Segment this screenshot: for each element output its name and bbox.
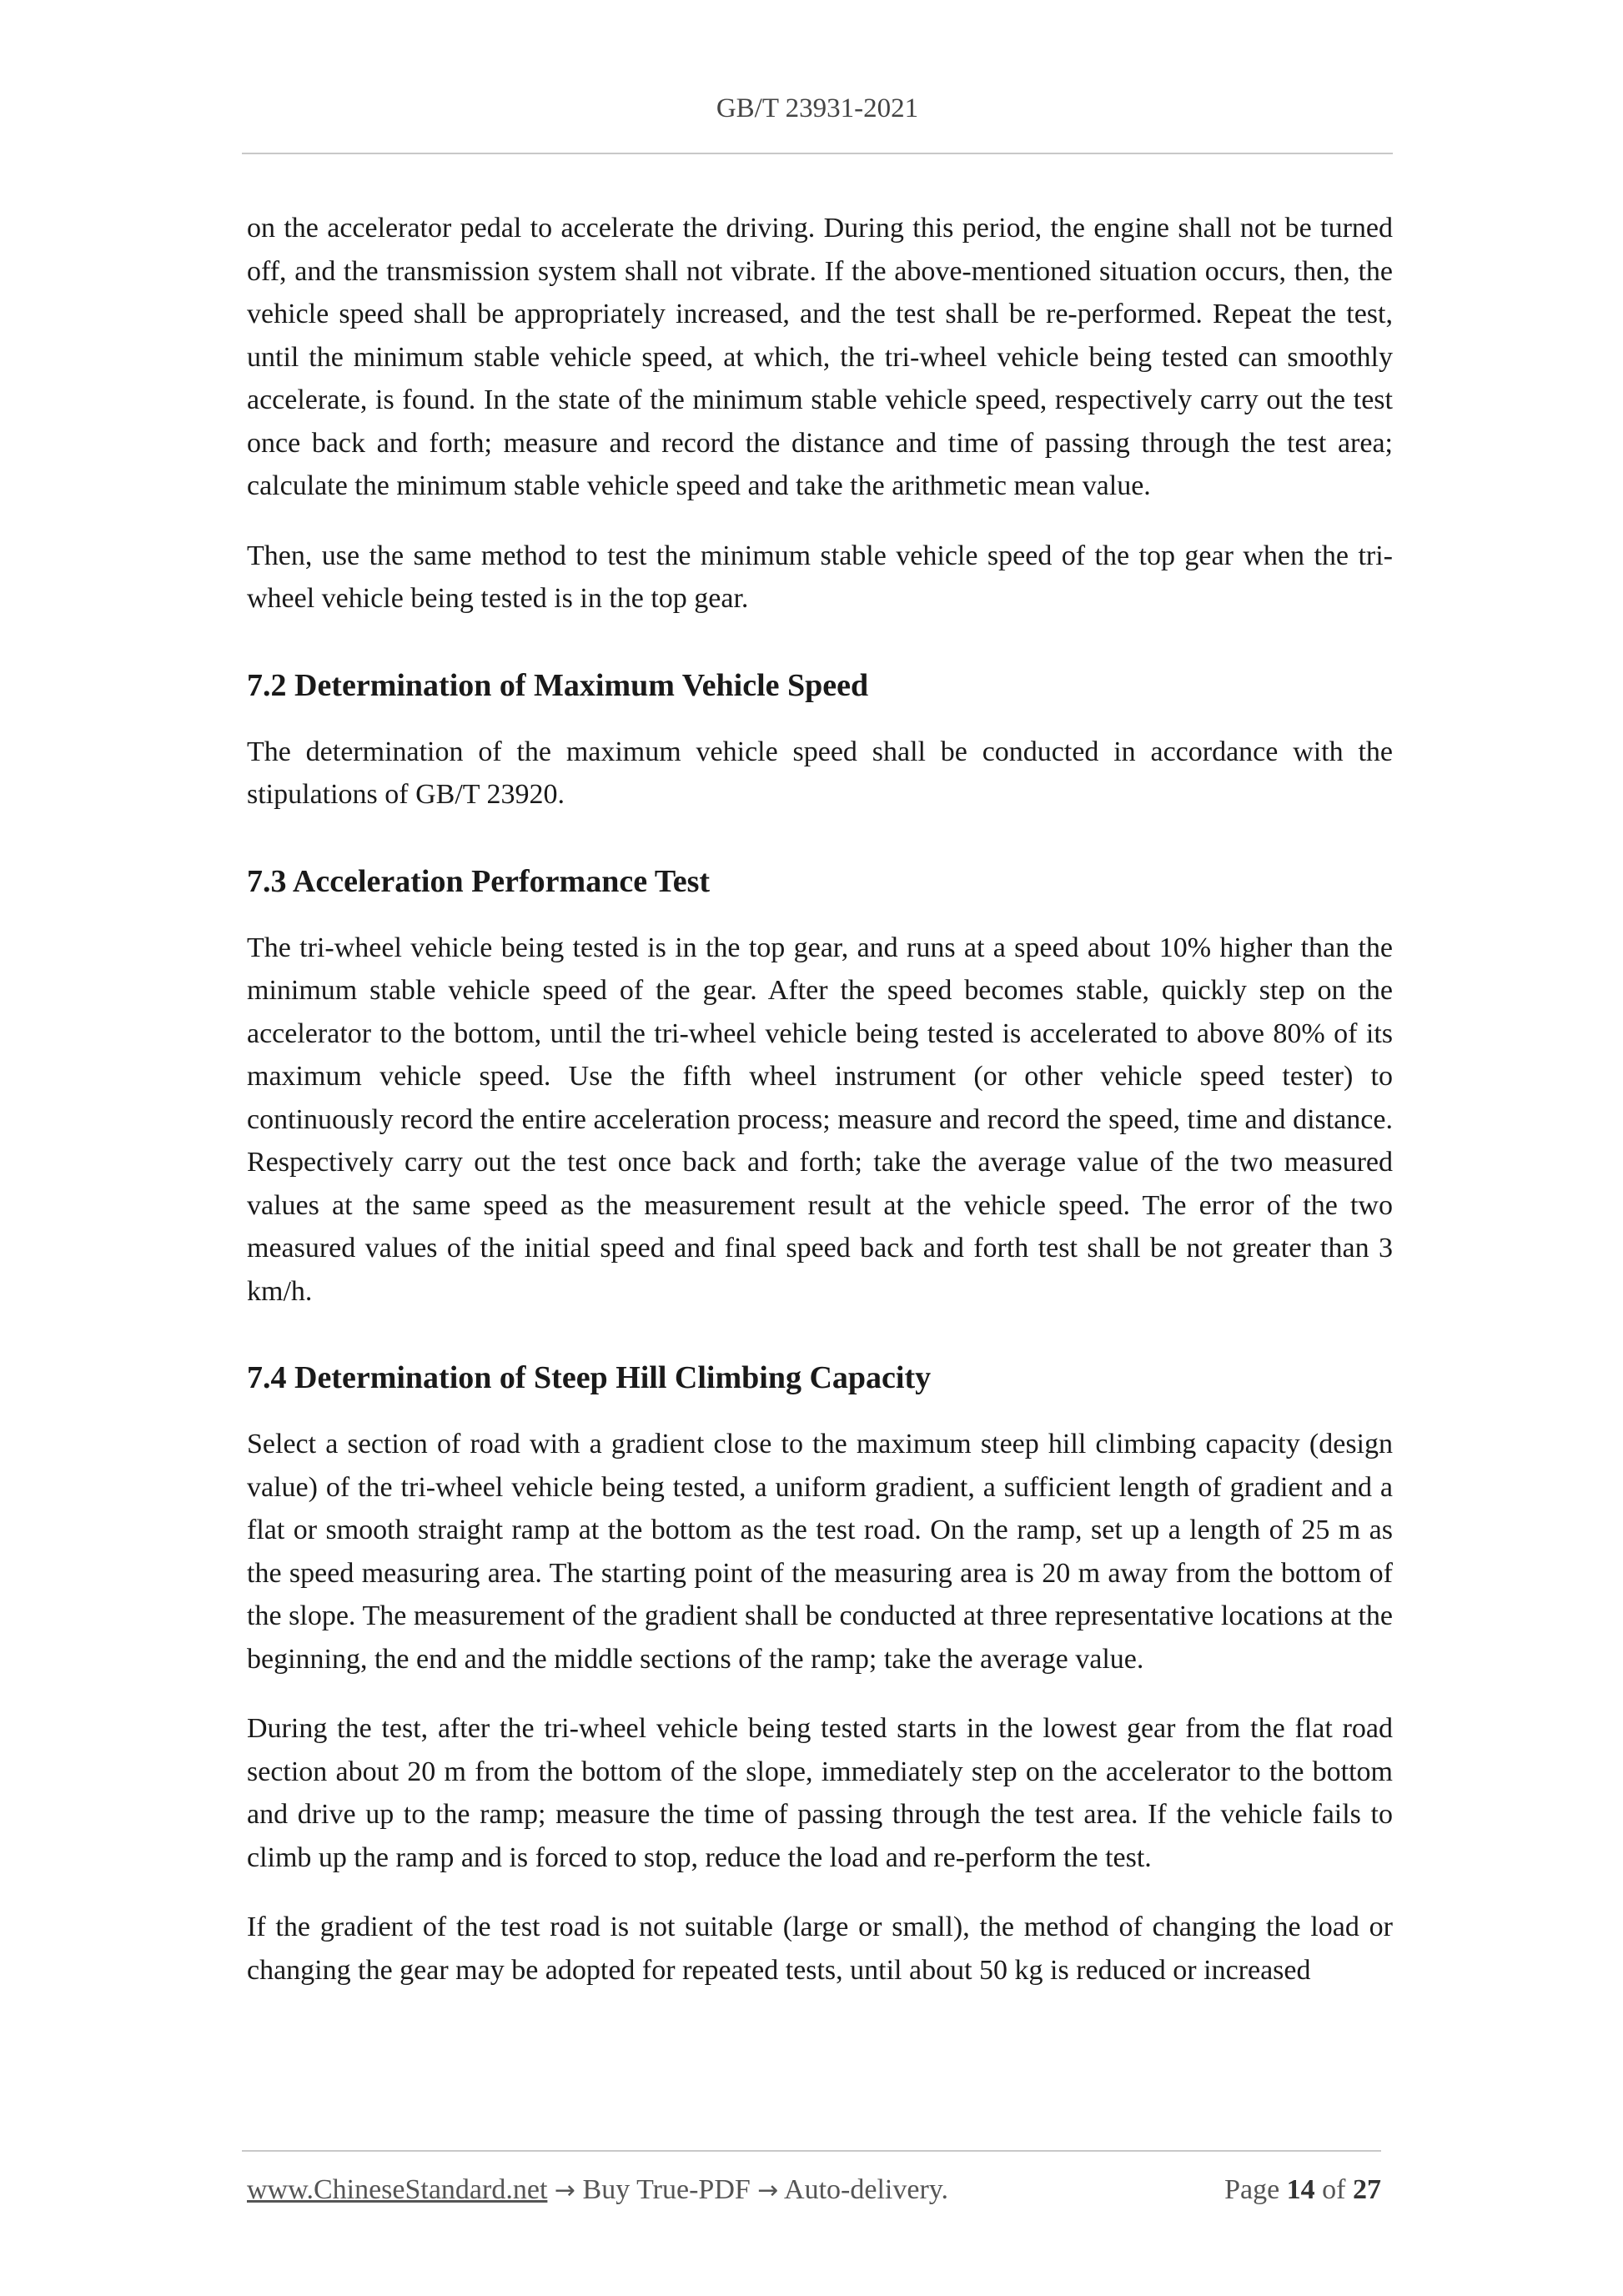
- section-heading-7-3: 7.3 Acceleration Performance Test: [247, 863, 711, 899]
- of-label: of: [1322, 2174, 1346, 2205]
- section-heading-7-4: 7.4 Determination of Steep Hill Climbing Capacity: [247, 1360, 932, 1395]
- header-divider: [242, 153, 1393, 154]
- document-header: GB/T 23931-2021: [716, 93, 919, 123]
- page-total: 27: [1353, 2174, 1381, 2205]
- site-link[interactable]: www.ChineseStandard.net: [247, 2174, 548, 2205]
- footer-promo: [247, 2174, 948, 2206]
- paragraph: If the gradient of the test road is not suitable (large or small), the method of changing the load or changing the gear may be adopted for repeated tests, until about 50 kg is reduced or increased: [247, 1912, 1393, 1986]
- paragraph: Select a section of road with a gradient close to the maximum steep hill climbing capacity (design value) of the tri-wheel vehicle being tested, a uniform gradient, a sufficient length of gradient and a flat or smooth straight ramp at the bottom as the test road. On the ramp, set up a length of 25 m as the speed measuring area. The starting point of the measuring area is 20 m away from the bottom of the slope. The measurement of the gradient shall be conducted at three representative locations at the beginning, the end and the middle sections of the ramp; take the average value.: [247, 1429, 1393, 1675]
- buy-text: Buy True-PDF: [582, 2174, 751, 2205]
- arrow-right-icon: →: [757, 2176, 779, 2205]
- page-current: 14: [1286, 2174, 1315, 2205]
- delivery-text: Auto-delivery.: [784, 2174, 949, 2205]
- paragraph: During the test, after the tri-wheel vehicle being tested starts in the lowest gear from the flat road section about 20 m from the bottom of the slope, immediately step on the accelerator to the bottom and drive up to the ramp; measure the time of passing through the test area. If the vehicle fails to climb up the ramp and is forced to stop, reduce the load and re-perform the test.: [247, 1713, 1393, 1873]
- page-number: [1224, 2174, 1381, 2206]
- document-body: [247, 207, 1393, 2018]
- section-heading-7-2: 7.2 Determination of Maximum Vehicle Speed: [247, 667, 869, 703]
- page-label: Page: [1224, 2174, 1280, 2205]
- paragraph: The tri-wheel vehicle being tested is in the top gear, and runs at a speed about 10% higher than the minimum stable vehicle speed of the gear. After the speed becomes stable, quickly step on the accelerator to the bottom, until the tri-wheel vehicle being tested is accelerated to above 80% of its maximum vehicle speed. Use the fifth wheel instrument (or other vehicle speed tester) to continuously record the entire acceleration process; measure and record the speed, time and distance. Respectively carry out the test once back and forth; take the average value of the two measured values at the same speed as the measurement result at the vehicle speed. The error of the two measured values of the initial speed and final speed back and forth test shall be not greater than 3 km/h.: [247, 932, 1393, 1307]
- arrow-right-icon: →: [554, 2176, 576, 2205]
- footer-divider: [242, 2150, 1381, 2152]
- paragraph: on the accelerator pedal to accelerate the driving. During this period, the engine shall not be turned off, and the transmission system shall not vibrate. If the above-mentioned situation occurs, then, the vehicle speed shall be appropriately increased, and the test shall be re-performed. Repeat the test, until the minimum stable vehicle speed, at which, the tri-wheel vehicle being tested can smoothly accelerate, is found. In the state of the minimum stable vehicle speed, respectively carry out the test once back and forth; measure and record the distance and time of passing through the test area; calculate the minimum stable vehicle speed and take the arithmetic mean value.: [247, 213, 1393, 501]
- paragraph: The determination of the maximum vehicle speed shall be conducted in accordance with the stipulations of GB/T 23920.: [247, 736, 1393, 810]
- paragraph: Then, use the same method to test the minimum stable vehicle speed of the top gear when the tri-wheel vehicle being tested is in the top gear.: [247, 540, 1393, 614]
